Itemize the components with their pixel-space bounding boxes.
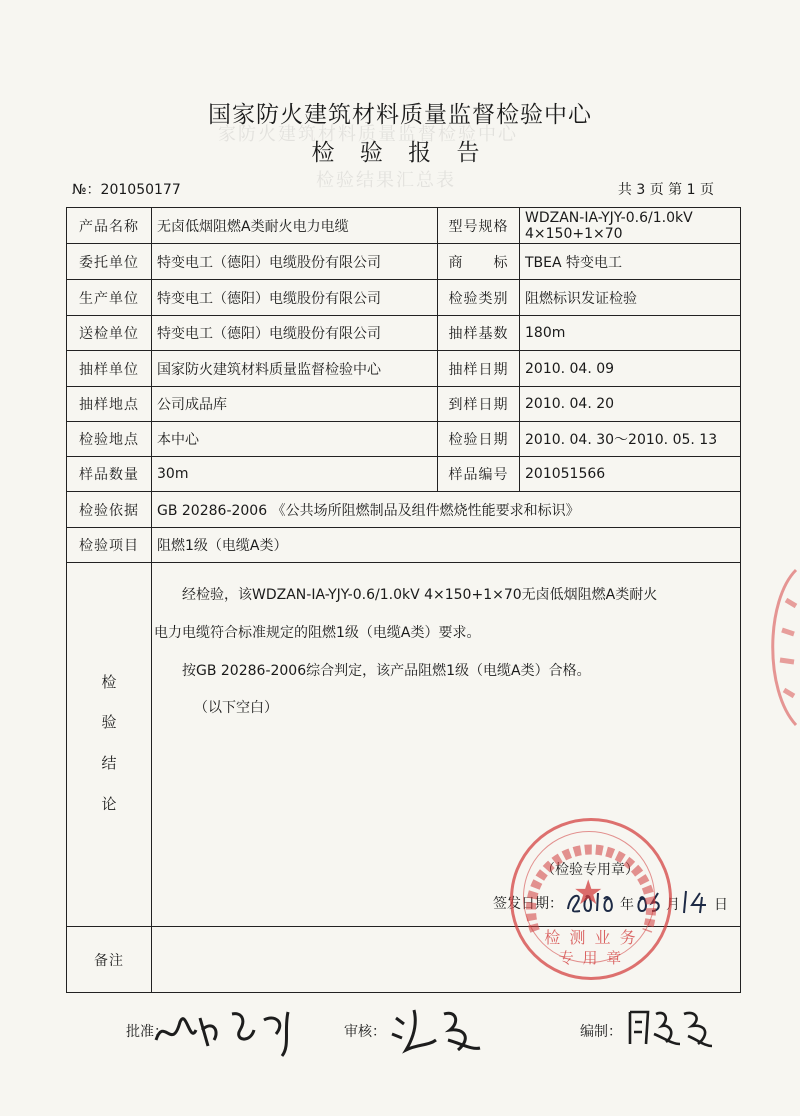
test-date-value: 2010. 04. 30～2010. 05. 13 — [520, 422, 741, 457]
table-row — [67, 280, 741, 316]
trademark-value: TBEA 特变电工 — [520, 244, 741, 280]
blank-note: （以下空白） — [194, 700, 278, 716]
trademark-label: 商 标 — [438, 244, 520, 280]
conclusion-para2: 按GB 20286-2006综合判定，该产品阻燃1级（电缆A类）合格。 — [182, 663, 591, 679]
approver-signature — [150, 1000, 310, 1060]
page-info: 共 3 页 第 1 页 — [617, 182, 714, 198]
conclusion-label-cell — [67, 563, 152, 927]
basis-value: GB 20286-2006 《公共场所阻燃制品及组件燃烧性能要求和标识》 — [152, 492, 741, 528]
sampling-date-value: 2010. 04. 09 — [520, 351, 741, 387]
report-type-title: 检 验 报 告 — [311, 140, 489, 166]
submitter-label: 送检单位 — [67, 316, 152, 351]
model-value: WDZAN-ⅠA-YJY-0.6/1.0kV 4×150+1×70 — [520, 208, 741, 244]
seal-star-icon: ★ — [573, 873, 604, 913]
reviewer-signature — [388, 1000, 488, 1060]
model-label: 型号规格 — [438, 208, 520, 244]
approve-label: 批准： — [126, 1024, 168, 1040]
table-row — [67, 492, 741, 528]
arrival-date-label: 到样日期 — [438, 387, 520, 422]
arrival-date-value: 2010. 04. 20 — [520, 387, 741, 422]
conclusion-label-char: 论 — [101, 795, 117, 813]
svg-text:日: 日 — [714, 897, 728, 913]
review-label: 审核： — [344, 1024, 386, 1040]
sample-no-value: 201051566 — [520, 457, 741, 492]
manufacturer-label: 生产单位 — [67, 280, 152, 316]
product-name-value: 无卤低烟阻燃A类耐火电力电缆 — [152, 208, 438, 244]
sample-base-label: 抽样基数 — [438, 316, 520, 351]
conclusion-label-char: 结 — [101, 754, 117, 772]
seal-note: （检验专用章） — [541, 862, 639, 878]
compile-label: 编制： — [580, 1024, 622, 1040]
partial-seal-mark — [756, 560, 800, 730]
sample-no-label: 样品编号 — [438, 457, 520, 492]
sample-qty-value: 30m — [152, 457, 438, 492]
product-name-label: 产品名称 — [67, 208, 152, 244]
table-row — [67, 422, 741, 457]
table-row — [67, 528, 741, 563]
test-date-label: 检验日期 — [438, 422, 520, 457]
compiler-signature — [624, 1004, 714, 1054]
official-seal — [510, 818, 672, 980]
table-row — [67, 244, 741, 280]
items-value: 阻燃1级（电缆A类） — [152, 528, 741, 563]
conclusion-para1-line2: 电力电缆符合标准规定的阻燃1级（电缆A类）要求。 — [154, 625, 481, 641]
sampler-label: 抽样单位 — [67, 351, 152, 387]
conclusion-label-char: 验 — [101, 713, 117, 731]
sample-base-value: 180m — [520, 316, 741, 351]
table-row — [67, 457, 741, 492]
remarks-label: 备注 — [67, 927, 152, 993]
seal-text-line2: 专 用 章 — [558, 949, 624, 967]
conclusion-para1-line1: 经检验，该WDZAN-ⅠA-YJY-0.6/1.0kV 4×150+1×70无卤低烟阻燃A类耐火 — [182, 587, 658, 603]
test-category-value: 阻燃标识发证检验 — [520, 280, 741, 316]
report-number: №：201050177 — [72, 182, 181, 198]
sample-qty-label: 样品数量 — [67, 457, 152, 492]
conclusion-label-char: 检 — [101, 673, 117, 691]
center-name-title: 国家防火建筑材料质量监督检验中心 — [208, 102, 592, 128]
bleed-through-center-name: 家防火建筑材料质量监督检验中心 — [218, 124, 518, 145]
manufacturer-value: 特变电工（德阳）电缆股份有限公司 — [152, 280, 438, 316]
submitter-value: 特变电工（德阳）电缆股份有限公司 — [152, 316, 438, 351]
svg-text:月: 月 — [666, 897, 680, 913]
svg-text:年: 年 — [620, 897, 634, 913]
table-row — [67, 351, 741, 387]
test-category-label: 检验类别 — [438, 280, 520, 316]
seal-text-line1: 检 测 业 务 — [544, 928, 638, 947]
sampler-value: 国家防火建筑材料质量监督检验中心 — [152, 351, 438, 387]
test-place-value: 本中心 — [152, 422, 438, 457]
table-row — [67, 208, 741, 244]
sampling-place-value: 公司成品库 — [152, 387, 438, 422]
table-row — [67, 316, 741, 351]
bleed-through-summary-title: 检验结果汇总表 — [316, 170, 456, 191]
issue-date-label: 签发日期： — [493, 896, 563, 912]
client-value: 特变电工（德阳）电缆股份有限公司 — [152, 244, 438, 280]
sampling-place-label: 抽样地点 — [67, 387, 152, 422]
items-label: 检验项目 — [67, 528, 152, 563]
client-label: 委托单位 — [67, 244, 152, 280]
test-place-label: 检验地点 — [67, 422, 152, 457]
table-row — [67, 387, 741, 422]
basis-label: 检验依据 — [67, 492, 152, 528]
sampling-date-label: 抽样日期 — [438, 351, 520, 387]
